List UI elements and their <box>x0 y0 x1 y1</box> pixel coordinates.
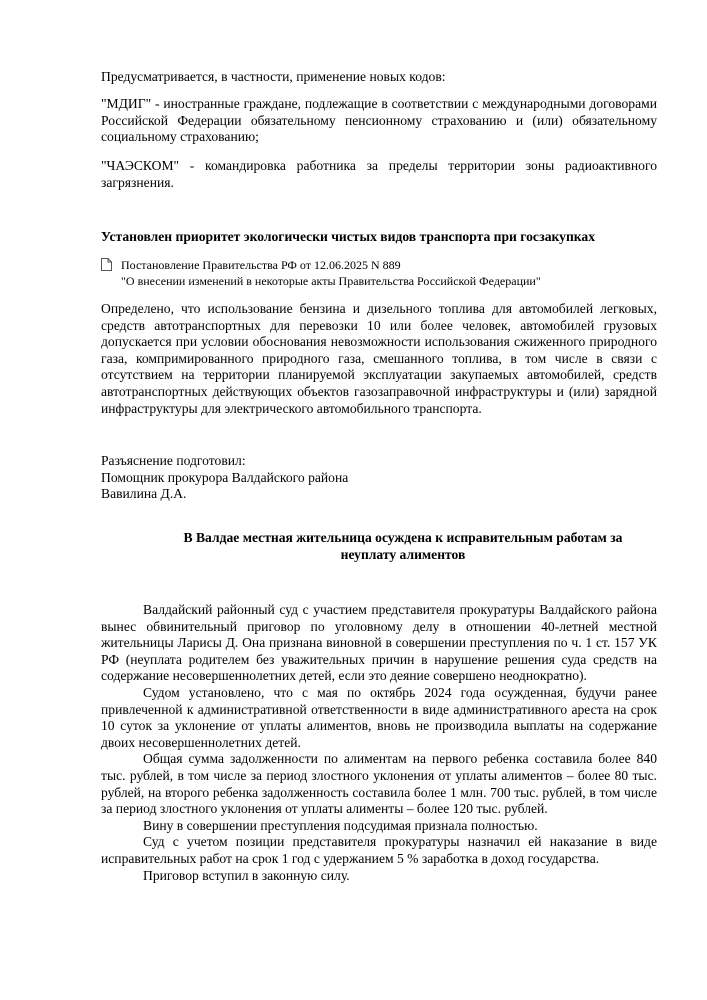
code-mdig-paragraph: "МДИГ" - иностранные граждане, подлежащие в соответствии с международными договорами Российской Федерации обязательному пенсионному страхованию и (или) обязательному социальному страхованию; <box>101 96 657 145</box>
article-title-line-1: В Валдае местная жительница осуждена к исправительным работам за <box>183 530 623 545</box>
codes-intro: Предусматривается, в частности, применение новых кодов: <box>101 69 446 84</box>
reference-title: Постановление Правительства РФ от 12.06.2025 N 889 <box>121 258 401 272</box>
transport-body-paragraph: Определено, что использование бензина и дизельного топлива для автомобилей легковых, средств автотранспортных для перевозки 10 или более человек, автомобилей грузовых допускается при условии обоснования невозможности использования сжиженного природного газа, компримированного природного газа, смешанного топлива, в том числе в связи с отсутствием на территории планируемой эксплуатации закупаемых автомобилей, средств автотранспортных действующих объектов газозаправочной инфраструктуры и (или) зарядной инфраструктуры для электрического автомобильного транспорта. <box>101 301 657 416</box>
article-paragraph-4: Вину в совершении преступления подсудимая признала полностью. <box>143 817 538 833</box>
article-paragraph-3: Общая сумма задолженности по алиментам на первого ребенка составила более 840 тыс. рублей, в том числе за период злостного уклонения от уплаты алиментов – более 80 тыс. рублей, на второго ребенка задолженность составила более 1 млн. 700 тыс. рублей, в том числе за период злостного уклонения от уплаты алименты – более 120 тыс. рублей. <box>101 751 657 817</box>
document-icon <box>101 258 112 271</box>
signature-name: Вавилина Д.А. <box>101 486 187 502</box>
article-paragraph-6: Приговор вступил в законную силу. <box>143 867 350 883</box>
signature-block <box>101 453 657 503</box>
article-paragraph-1: Валдайский районный суд с участием представителя прокуратуры Валдайского района вынес обвинительный приговор по уголовному делу в отношении 40-летней местной жительницы Ларисы Д. Она признана виновной в совершении преступления по ч. 1 ст. 157 УК РФ (неуплата родителем без уважительных причин в нарушение решения суда средств на содержание несовершеннолетних детей, если это деяние совершено неоднократно). <box>101 602 657 684</box>
article-body <box>101 602 657 884</box>
article-title <box>150 530 656 563</box>
signature-position: Помощник прокурора Валдайского района <box>101 469 349 485</box>
reference-subtitle: "О внесении изменений в некоторые акты Правительства Российской Федерации" <box>121 274 541 288</box>
transport-priority-heading: Установлен приоритет экологически чистых видов транспорта при госзакупках <box>101 229 596 244</box>
article-paragraph-5: Суд с учетом позиции представителя прокуратуры назначил ей наказание в виде исправительных работ на срок 1 год с удержанием 5 % заработка в доход государства. <box>101 834 657 866</box>
article-paragraph-2: Судом установлено, что с мая по октябрь 2024 года осужденная, будучи ранее привлеченной к административной ответственности в виде административного ареста на срок 10 суток за уклонение от уплаты алиментов, вновь не производила выплаты на содержание двоих несовершеннолетних детей. <box>101 684 657 750</box>
signature-prepared-by: Разъяснение подготовил: <box>101 453 246 468</box>
code-chaeskom-paragraph: "ЧАЭСКОМ" - командировка работника за пределы территории зоны радиоактивного загрязнения. <box>101 158 657 190</box>
article-title-line-2: неуплату алиментов <box>340 546 466 562</box>
